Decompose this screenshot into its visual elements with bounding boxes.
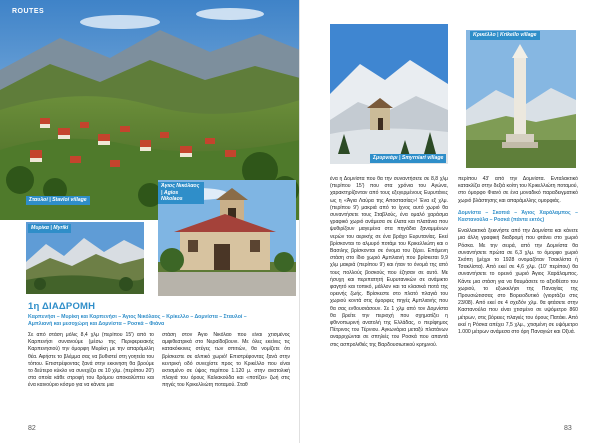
monument-photo bbox=[466, 30, 576, 168]
route-stops-line-2: Αμπλιανή και μεσοχώρη και Δομνίστα – Ροσκά – Φιάνα bbox=[28, 321, 165, 327]
body-column-4-route: Δομνίστα – Σκοπιά – Άγιος Χαράλαμπος – Καστανούλα – Ροσκά (πάντα εκτός) bbox=[458, 209, 578, 224]
photo-caption-church: Άγιος Νικόλαος | Agios Nikolaos bbox=[158, 182, 204, 204]
photo-caption-myrika: Μυρίκα | Myriki bbox=[28, 224, 71, 233]
page-number-right: 83 bbox=[564, 425, 572, 432]
photo-caption-smyrniari: Σμυρνιάρι | Smyrniari village bbox=[370, 154, 446, 163]
route-title: 1η ΔΙΑΔΡΟΜΗ bbox=[28, 301, 96, 312]
right-page bbox=[300, 0, 600, 443]
route-stops-line-1: Καρπενήσι – Μυρίκη και Καρπενήσι – Άγιος Νικόλαος – Κρίκελλο – Δομνίστα – Σταυλοί – bbox=[28, 314, 247, 320]
body-column-2: στάση στον Άγιο Νικόλαο που είναι χτισμένος αμφιθεατρικά στο Νεραϊδοβουνι. Με όλες εκείνες τις κατακόκκινες στέγες των σπιτιών, θα νομίζετε ότι βρίσκεστε σε αλπικό χωριό! Επιστρέφοντας ξανά στην κεντρική οδό συνεχίστε προς το Κρικέλλο που είναι εκτισμένο σε ύψος περίπου 1.120 μ. στην ανατολική πλαγιά του όρους Καλιακούδα και «ποτίζει» ζωή στις πηγές του Κρικελλιώτη ποταμού. Σταθ bbox=[162, 332, 290, 389]
photo-caption-village: Σταυλοί | Stavloi village bbox=[26, 196, 90, 205]
body-column-4-paragraph-1: περίπου 43' από την Δομνίστα. Ενταλακτικό κατακλίζει στην δεξιά κοίτη του Κρικελλιώτη ποταμού, στο όμορφο Φιανό σε ένα μοναδικό παραδειγματικό χωριό βλάστησης και απαράμιλλης ομορφιάς. bbox=[458, 176, 578, 204]
section-label: ROUTES bbox=[12, 8, 45, 15]
page-number-left: 82 bbox=[28, 425, 36, 432]
snowy-church-photo bbox=[330, 24, 448, 164]
body-column-4 bbox=[458, 176, 578, 420]
body-column-3: ένα η Δομνίστα που θα την συναντήσετε σε 8,8 χλμ (περίπου 15') που στα χρόνια του Αγώνα, χαρακτηρίζονταν από τους εξεγερμένους Ευρυτάνες ως η «Άγια Λαύρα της Αποστασίας»! Ένα εξ χλμ. (περίπου 9') μακριά από το ίχνος αυτό χωριό θα συναντήσετε τους Σταβλούς, ένα ομαλό χαράσμα γραφικό χωριό ανάμεσα σε έλατα και πλατάνια που ψυθιρίζουν μαγεμένα στα πηγάδια ξαναμμένων νερών του αερικής σε ένα βράχο Ευρυτανίας. Εκεί βρίσκονται το αλμυρό ποτάμι του Κρικελλιώτη και ο Βασιλης βρίσκονται σε όνομα του ξέρει. Επόμενη στάση στο ίδιο χωριό Αμπλιανή που βρίσκεται 9,9 χλμ μακριά (περίπου 9') και ήταν το όνομά της από τους πολλούς βοσκούς που έζησαν σε αυτό. Με ήσυχη και περιπατητή Ευρυτανικών σε ανάμικτο φαγητό και τοπικό, μάλλον και τα κλασικά ποτά της ορεινής ζωής. Βρίσκεστε στο πλατό πλαγιά του χωριού κοντά στις όμορφες πηγές Αμπλιανής που θα σας ενθουσιάσουν. Σε 1 χλμ από τον Δομνίστα θα βρείτε την περιοχή που σχηματίζει η φθινοπωρινή ανατολή της Ελλάδας, ο περίφημος Πέτρινος του Τέρνιου. Αγκωνάρια μεταξύ πλατάνων αναρριχώνται σε σπηλιές του Ροσκά που απαντά στις ασπρολιθιές της Βαρδουσιωτικού κρημνού. bbox=[330, 176, 448, 348]
photo-caption-krikello: Κρικέλλο | Krikello village bbox=[470, 31, 540, 40]
body-column-4-paragraph-2: Εναλλακτικά ξεκινήστε από την Δομνίστα και κάνετε μια άλλη γραφική διαδρομή που φτάνει στο χωριό Ρόσκα. Με την σειρά, από την Δομνίστα θα συναντήσετε πρώτα σε 6,3 χλμ. το όμορφο χωριό Σκόπη (μέχρι το 1928 ονομαζόταν Τσακλίστα ή Τσακλίστα). Από εκεί σε 4,6 χλμ. (10' περίπου) θα συναντήσετε το ορεινό χωριό Άγιος Χαράλαμπος. Κάντε μια στάση για να θαυμάσετε το αξιοθέατο του χωριού, το εξωκκλήσι της Παναγίας της Προυσιώτισσας στο Βορειοδυτικό (γιορτάζει στις 23/08). Από εκεί σε 4 σχεδόν χλμ. θα φτάσετε στην Καστανούλα που είναι χτισμένο σε υψόμετρο 860 μέτρων, στις βόρειες πλαγιές του όρους Πατάκι. Από εκεί η Ρόσκα απέχει 7,5 χλμ., χτισμένη σε υψόμετρο 1.000 μέτρων ανάμεσα στο όρη Παναγιώτ και Οξυά. bbox=[458, 228, 578, 336]
body-column-1: Σε από στάση μόλις 8,4 χλμ (περίπου 15') από το Καρπενήσι συνανούμε (μέσω της Περιφερειακής Καρπενησιού) την όμορφη Μυρίκη με την απαράμιλλη θέα. Αφήστε το βλέμμα σας να βυθιστεί στη γοητεία του τόπου. Επιστρέφοντας ξανά στην εκκινηση θα βρούμε το δεύτερο κύκλο να συνεχίζει σε 10 χλμ. (περίπου 20') στα οποία κάθε στροφή του δρόμου αποκαλύπτει και ένα καινούριο κόσμο για να κάνετε μια bbox=[28, 332, 154, 389]
